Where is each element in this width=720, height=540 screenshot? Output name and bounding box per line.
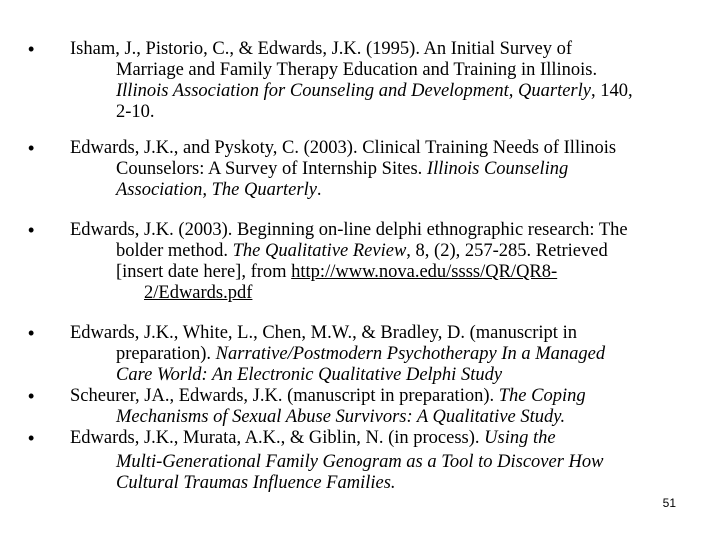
work-title: Multi-Generational Family Genogram as a Tool to Discover How [116,452,604,472]
reference-line [116,451,603,473]
reference-url-link[interactable]: http://www.nova.edu/ssss/QR/QR8- [291,262,558,282]
reference-line: Edwards, J.K., Murata, A.K., & Giblin, N. (in process). Using the [70,428,556,448]
reference-line: 2-10. [116,102,155,122]
reference-line: bolder method. The Qualitative Review, 8, (2), 257-285. Retrieved [116,241,608,261]
bullet-icon: • [28,220,35,240]
reference-line: Counselors: A Survey of Internship Sites. Illinois Counseling [116,159,569,179]
reference-line [116,472,396,494]
reference-line: Illinois Association for Counseling and Development, Quarterly, 140, [116,81,633,101]
bullet-icon: • [28,323,35,343]
reference-line: [insert date here], from http://www.nova.edu/ssss/QR/QR8- [116,262,558,282]
reference-url-link-continued[interactable]: 2/Edwards.pdf [144,283,253,303]
work-title: Cultural Traumas Influence Families. [116,473,396,493]
reference-line: Association, The Quarterly. [116,180,322,200]
bullet-icon: • [28,386,35,406]
slide-number: 51 [662,496,676,510]
bullet-icon: • [28,39,35,59]
bullet-icon: • [28,428,35,448]
reference-line [116,282,252,304]
work-title: Using the [484,428,556,448]
journal-title: The Qualitative Review [232,241,407,261]
reference-line: Marriage and Family Therapy Education and Training in Illinois. [116,60,598,80]
journal-title: Association, The Quarterly [116,180,317,200]
journal-title: Illinois Counseling [426,159,569,179]
reference-line: Edwards, J.K. (2003). Beginning on-line delphi ethnographic research: The [70,220,628,240]
bullet-icon: • [28,138,35,158]
reference-line: Scheurer, JA., Edwards, J.K. (manuscript in preparation). The Coping [70,386,586,406]
reference-line: preparation). Narrative/Postmodern Psychotherapy In a Managed [116,344,606,364]
reference-line: Edwards, J.K., White, L., Chen, M.W., & Bradley, D. (manuscript in [70,323,577,343]
reference-line [116,364,502,386]
reference-line [116,406,565,428]
journal-title: Illinois Association for Counseling and Development, Quarterly [116,81,591,101]
work-title: Mechanisms of Sexual Abuse Survivors: A Qualitative Study. [116,407,566,427]
reference-line: Isham, J., Pistorio, C., & Edwards, J.K. (1995). An Initial Survey of [70,39,573,59]
work-title: Care World: An Electronic Qualitative Delphi Study [116,365,503,385]
work-title: Narrative/Postmodern Psychotherapy In a Managed [215,344,606,364]
work-title: The Coping [498,386,586,406]
reference-line: Edwards, J.K., and Pyskoty, C. (2003). Clinical Training Needs of Illinois [70,138,617,158]
